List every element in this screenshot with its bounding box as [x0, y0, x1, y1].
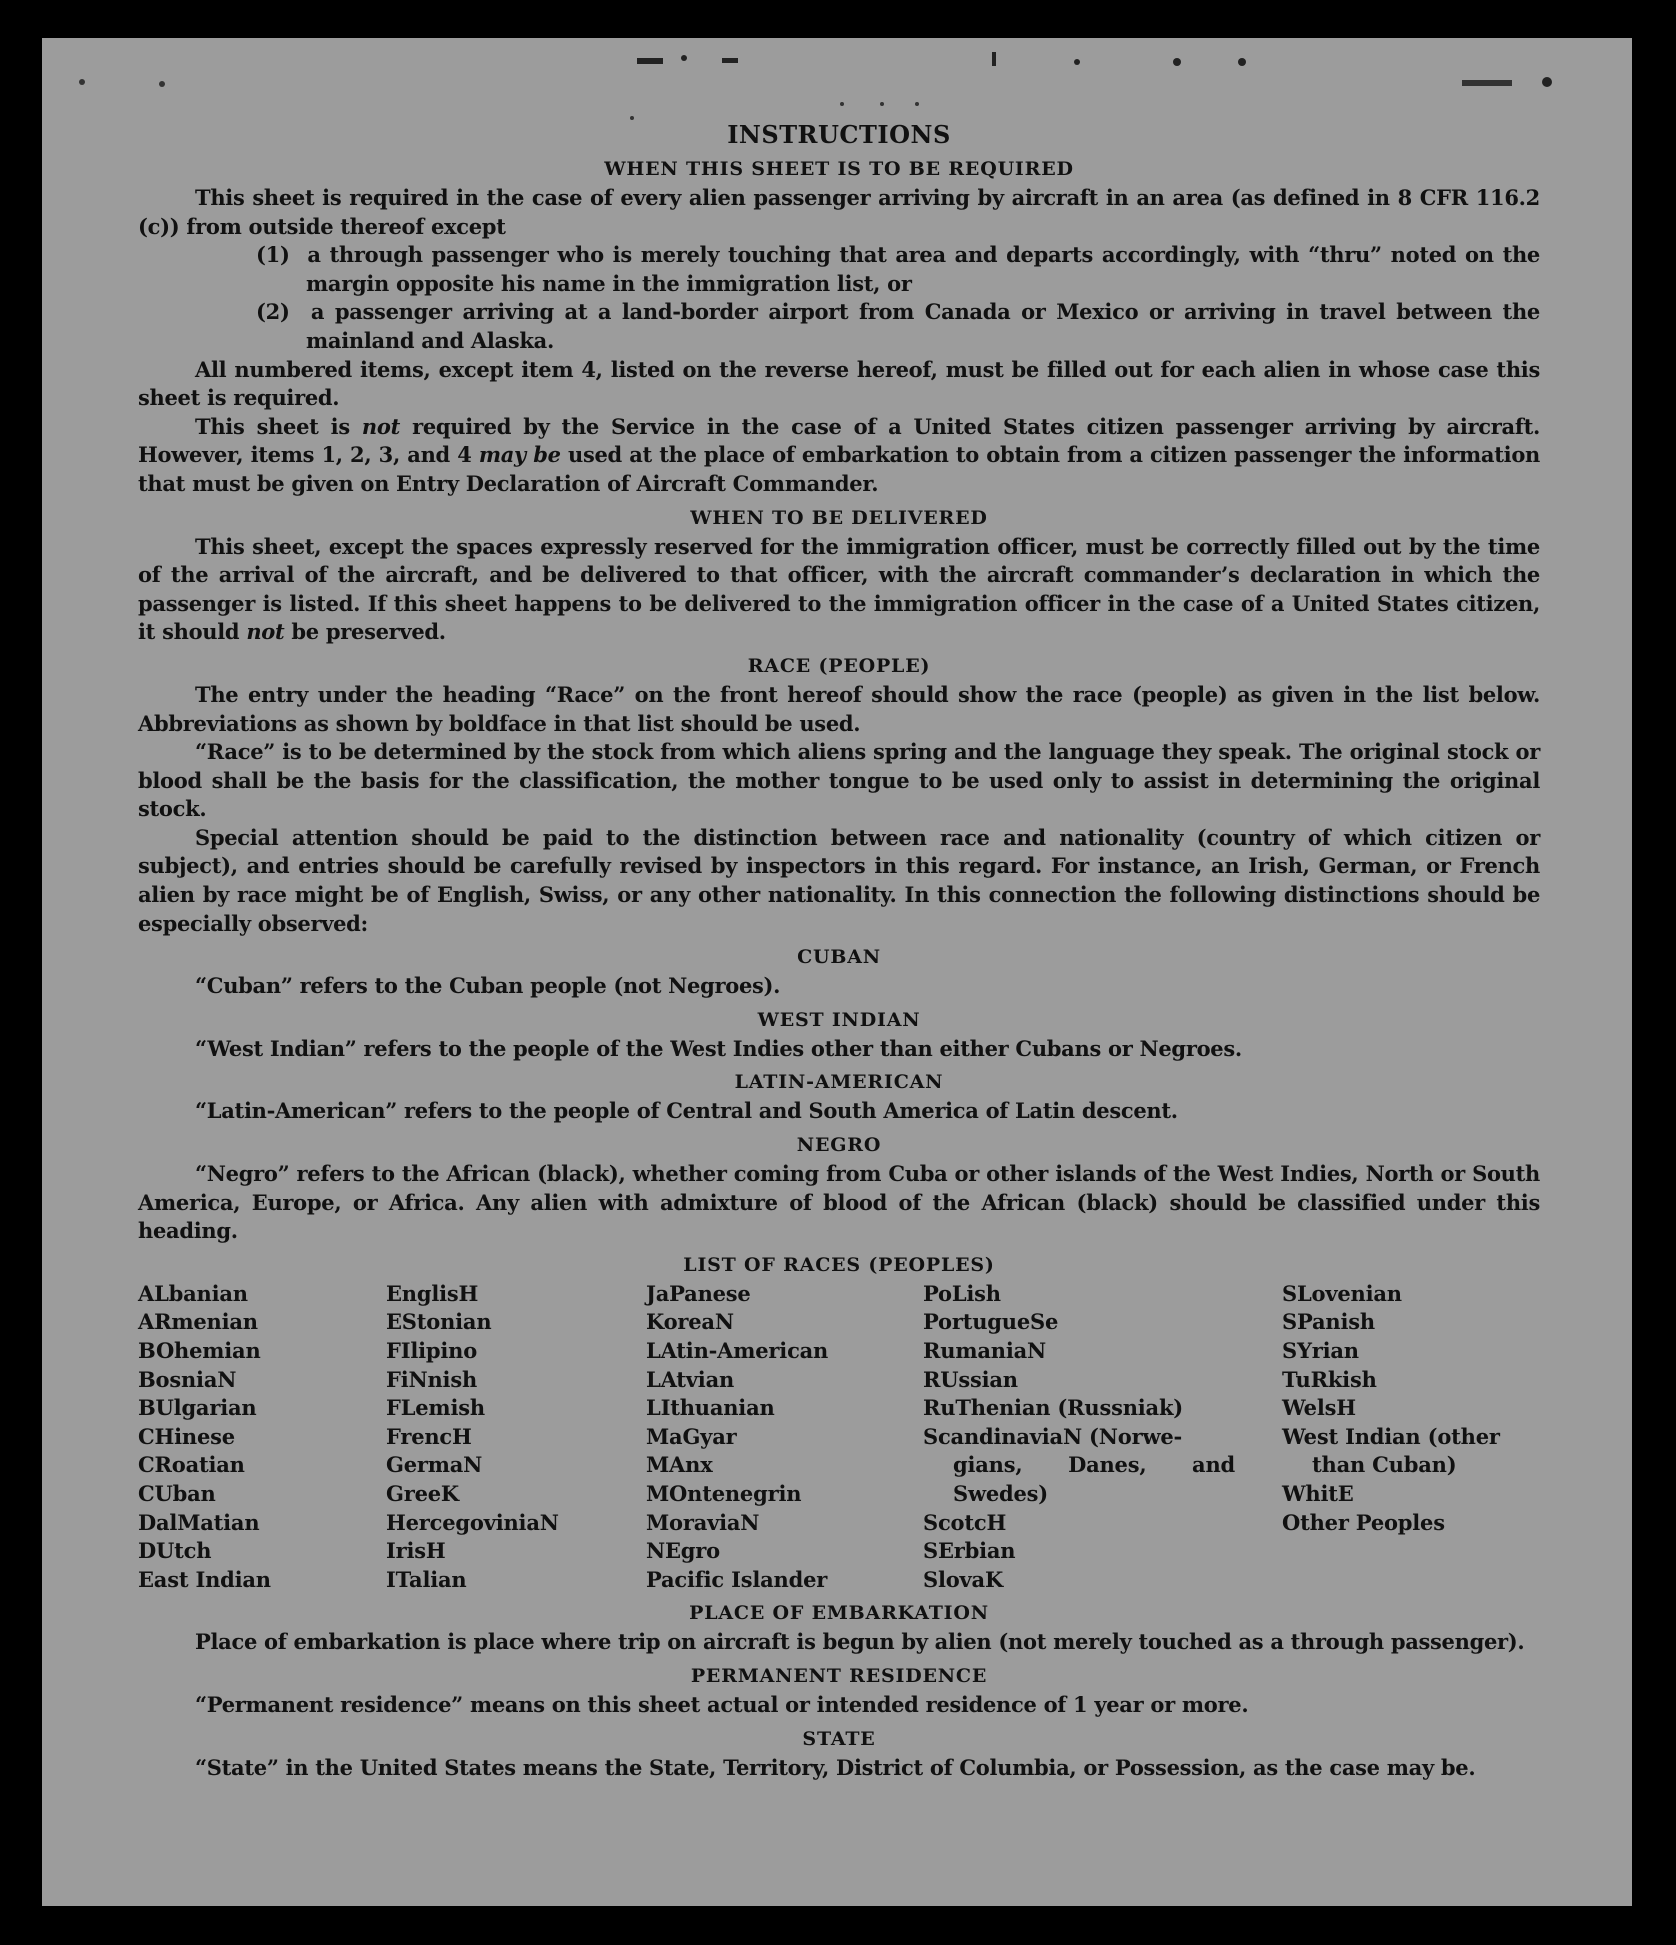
- exception-item-1: [138, 241, 1540, 298]
- citizen-paragraph: [138, 413, 1540, 499]
- race-entry: TuRkish: [1282, 1366, 1377, 1392]
- races-column-2: [386, 1280, 646, 1595]
- races-list: [138, 1280, 1540, 1595]
- race-entry: LAtvian: [646, 1366, 735, 1392]
- citizen-text-a: This sheet is: [195, 413, 362, 439]
- race-entry: RUssian: [923, 1366, 1018, 1392]
- citizen-text-c: required by the Service in the case of a United States citizen passenger arriving by aircraft. However, items 1, 2, 3, and 4: [138, 413, 1540, 468]
- scn-word-2: Danes,: [1068, 1452, 1147, 1478]
- race-entry: PortugueSe: [923, 1309, 1059, 1335]
- races-column-4-bottom: [923, 1509, 1282, 1595]
- races-column-5: [1282, 1280, 1532, 1595]
- cuban-definition: “Cuban” refers to the Cuban people (not Negroes).: [195, 973, 781, 999]
- race-entry: KoreaN: [646, 1309, 734, 1335]
- races-column-5-bottom: [1282, 1480, 1532, 1537]
- state-definition: “State” in the United States means the State, Territory, District of Columbia, or Possession, as the case may be.: [195, 1754, 1476, 1780]
- race-entry: CRoatian: [138, 1452, 245, 1478]
- race-entry: GermaN: [386, 1452, 483, 1478]
- race-paragraph-2: “Race” is to be determined by the stock from which aliens spring and the language they speak. The original stock or blood shall be the basis for the classification, the mother tongue to be used only to assist in determining the original stock.: [138, 739, 1540, 822]
- item-2-text: a passenger arriving at a land-border airport from Canada or Mexico or arriving in travel between the mainland and Alaska.: [306, 299, 1540, 353]
- race-entry: WelsH: [1282, 1395, 1356, 1421]
- race-entry: ARmenian: [138, 1309, 258, 1335]
- race-entry: MoraviaN: [646, 1509, 760, 1535]
- heading-negro: NEGRO: [796, 1134, 882, 1157]
- delivered-text-a: This sheet, except the spaces expressly reserved for the immigration officer, must be correctly filled out by the time of the arrival of the aircraft, and be delivered to that officer, with the aircraft commander’s declaration in which the passenger is listed. If this sheet happens to be delivered to the immigration officer in the case of a United States citizen, it should: [138, 533, 1540, 645]
- race-entry: FrencH: [386, 1423, 472, 1449]
- item-1-text: a through passenger who is merely touching that area and departs accordingly, with “thru” noted on the margin opposite his name in the immigration list, or: [306, 242, 1540, 296]
- heading-west-indian: WEST INDIAN: [757, 1008, 921, 1031]
- citizen-emphasis-not: not: [361, 413, 400, 439]
- race-entry: RuThenian (Russniak): [923, 1395, 1184, 1421]
- item-1-number: (1): [256, 242, 290, 268]
- race-entry: RumaniaN: [923, 1338, 1046, 1363]
- race-entry: DalMatian: [138, 1509, 260, 1535]
- citizen-text-e: used at the place of embarkation to obtain from a citizen passenger the information that must be given on Entry Declaration of Aircraft Commander.: [138, 442, 1540, 496]
- delivered-text-c: be preserved.: [284, 619, 446, 645]
- race-entry: GreeK: [386, 1480, 459, 1506]
- race-entry: MAnx: [646, 1452, 713, 1478]
- numbered-items-paragraph: All numbered items, except item 4, listed on the reverse hereof, must be filled out for each alien in whose case this sheet is required.: [138, 356, 1540, 411]
- race-entry: BUlgarian: [138, 1395, 257, 1421]
- page-title: INSTRUCTIONS: [727, 120, 951, 149]
- delivered-paragraph: [138, 533, 1540, 647]
- race-entry: Other Peoples: [1282, 1509, 1445, 1535]
- west-indian-definition: “West Indian” refers to the people of the West Indies other than either Cubans or Negroes.: [195, 1035, 1242, 1061]
- negro-definition: “Negro” refers to the African (black), whether coming from Cuba or other islands of the West Indies, North or South America, Europe, or Africa. Any alien with admixture of blood of the African (black) should be classified under this heading.: [138, 1161, 1540, 1244]
- heading-permanent-residence: PERMANENT RESIDENCE: [690, 1664, 988, 1687]
- embarkation-definition: Place of embarkation is place where trip on aircraft is begun by alien (not merely touched as a through passenger).: [195, 1629, 1525, 1655]
- race-entry: MOntenegrin: [646, 1480, 802, 1506]
- race-entry: JaPanese: [646, 1280, 751, 1306]
- race-entry-continued: Swedes): [953, 1480, 1049, 1506]
- race-entry: HercegoviniaN: [386, 1509, 559, 1535]
- race-entry: SLovenian: [1282, 1280, 1402, 1306]
- citizen-emphasis-may-be: may be: [478, 442, 561, 468]
- scandinavian-continuation: [953, 1451, 1235, 1480]
- race-entry: DUtch: [138, 1538, 212, 1564]
- scan-specks: [42, 38, 1632, 158]
- race-entry: ScandinaviaN (Norwe-: [923, 1423, 1183, 1449]
- race-entry: FIlipino: [386, 1338, 478, 1363]
- race-entry: FLemish: [386, 1395, 485, 1421]
- race-entry: SYrian: [1282, 1338, 1359, 1363]
- race-entry: BOhemian: [138, 1338, 261, 1363]
- race-entry: IrisH: [386, 1538, 446, 1564]
- latin-american-definition: “Latin-American” refers to the people of Central and South America of Latin descent.: [195, 1098, 1178, 1124]
- heading-list-of-races: LIST OF RACES (PEOPLES): [683, 1253, 995, 1276]
- race-entry-continued: [923, 1451, 1282, 1480]
- race-entry: FiNnish: [386, 1366, 478, 1392]
- race-entry: East Indian: [138, 1566, 271, 1592]
- races-column-3: [646, 1280, 923, 1595]
- races-column-4: [923, 1280, 1282, 1595]
- race-entry: EnglisH: [386, 1280, 479, 1306]
- race-entry: LAtin-American: [646, 1338, 829, 1363]
- races-column-1: [138, 1280, 386, 1595]
- race-entry: CUban: [138, 1480, 216, 1506]
- delivered-emphasis-not: not: [246, 619, 285, 645]
- race-entry: ALbanian: [138, 1280, 248, 1306]
- race-paragraph-3: Special attention should be paid to the distinction between race and nationality (country of which citizen or subject), and entries should be carefully revised by inspectors in this regard. For instance, an Irish, German, or French alien by race might be of English, Swiss, or any other nationality. In this connection the following distinctions should be especially observed:: [138, 824, 1540, 936]
- heading-embarkation: PLACE OF EMBARKATION: [689, 1602, 989, 1625]
- race-paragraph-1: The entry under the heading “Race” on the front hereof should show the race (people) as given in the list below. Abbreviations as shown by boldface in that list should be used.: [138, 681, 1540, 736]
- race-entry: Pacific Islander: [646, 1566, 828, 1592]
- heading-state: STATE: [802, 1727, 876, 1750]
- heading-when-delivered: WHEN TO BE DELIVERED: [690, 506, 988, 529]
- race-entry: ScotcH: [923, 1509, 1007, 1535]
- heading-race: RACE (PEOPLE): [747, 654, 931, 677]
- race-entry: EStonian: [386, 1309, 492, 1335]
- races-column-5-top: [1282, 1280, 1532, 1423]
- race-entry: LIthuanian: [646, 1395, 775, 1421]
- required-intro: This sheet is required in the case of every alien passenger arriving by aircraft in an area (as defined in 8 CFR 116.2 (c)) from outside thereof except: [138, 185, 1540, 239]
- residence-definition: “Permanent residence” means on this sheet actual or intended residence of 1 year or more.: [195, 1691, 1249, 1717]
- races-column-4-top: [923, 1280, 1282, 1423]
- race-entry: SPanish: [1282, 1309, 1375, 1335]
- race-entry: CHinese: [138, 1423, 235, 1449]
- document-sheet: [42, 38, 1632, 1906]
- heading-when-required: WHEN THIS SHEET IS TO BE REQUIRED: [604, 158, 1074, 180]
- race-entry: WhitE: [1282, 1480, 1354, 1506]
- exception-item-2: [138, 298, 1540, 355]
- item-2-number: (2): [256, 299, 290, 325]
- scn-word-1: gians,: [953, 1452, 1023, 1478]
- race-entry: SlovaK: [923, 1566, 1004, 1592]
- scn-word-3: and: [1192, 1452, 1235, 1478]
- race-entry: BosniaN: [138, 1366, 237, 1392]
- heading-cuban: CUBAN: [797, 946, 881, 969]
- race-entry: PoLish: [923, 1280, 1001, 1306]
- race-entry: SErbian: [923, 1538, 1016, 1564]
- race-entry: NEgro: [646, 1538, 720, 1564]
- race-entry: West Indian (other: [1282, 1423, 1500, 1449]
- race-entry: MaGyar: [646, 1423, 737, 1449]
- race-entry: ITalian: [386, 1566, 467, 1592]
- heading-latin-american: LATIN-AMERICAN: [734, 1071, 944, 1094]
- race-entry-continued: than Cuban): [1312, 1452, 1457, 1478]
